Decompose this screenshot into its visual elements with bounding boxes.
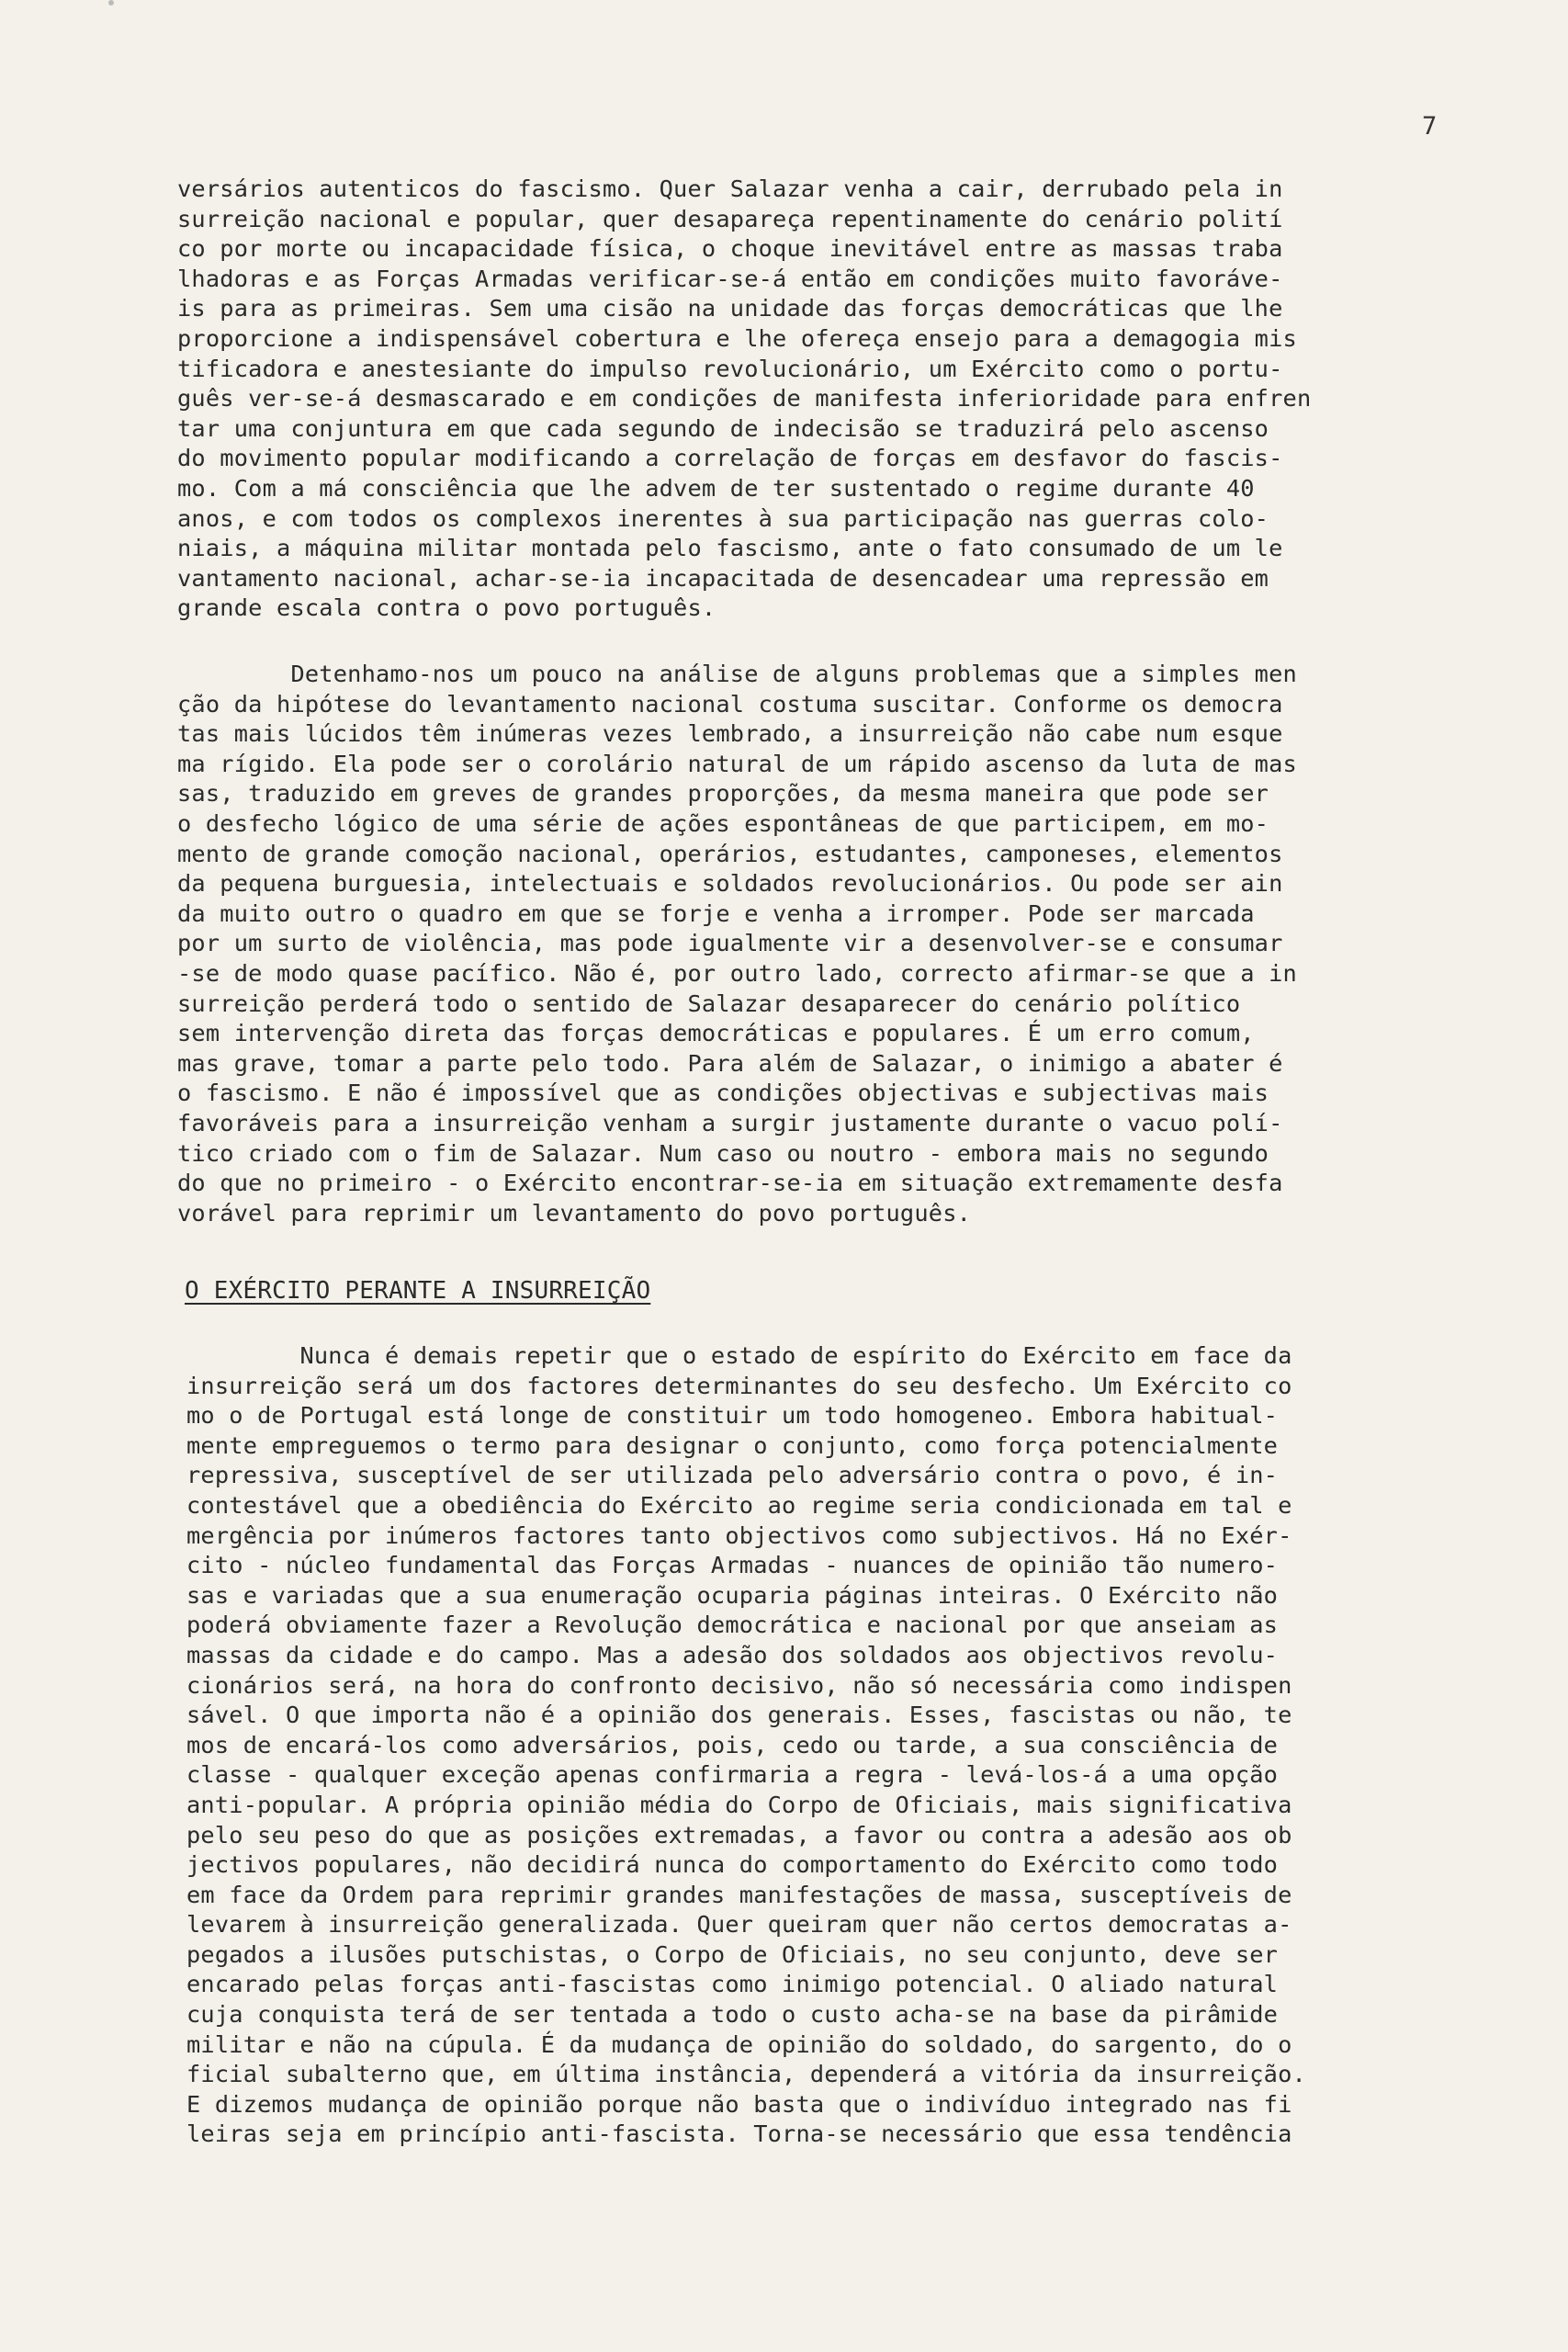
paper-mark <box>108 0 114 6</box>
text-line: cionários será, na hora do confronto decisivo, não só necessária como indispen <box>186 1671 1292 1699</box>
text-line: grande escala contra o povo português. <box>177 594 716 622</box>
text-line: anti-popular. A própria opinião média do Corpo de Oficiais, mais significativa <box>186 1791 1292 1818</box>
text-line: poderá obviamente fazer a Revolução democrática e nacional por que anseiam as <box>186 1611 1279 1639</box>
text-line: lhadoras e as Forças Armadas verificar-se-á então em condições muito favoráve- <box>177 265 1283 292</box>
text-line: mente empreguemos o termo para designar o conjunto, como força potencialmente <box>186 1431 1279 1459</box>
text-line: proporcione a indispensável cobertura e lhe ofereça ensejo para a demagogia mis <box>177 324 1297 352</box>
text-line: levarem à insurreição generalizada. Quer queiram quer não certos democratas a- <box>186 1911 1292 1939</box>
text-line: da pequena burguesia, intelectuais e soldados revolucionários. Ou pode ser ain <box>177 870 1283 898</box>
text-line: versários autenticos do fascismo. Quer Salazar venha a cair, derrubado pela in <box>177 175 1283 202</box>
text-line: sem intervenção direta das forças democráticas e populares. É um erro comum, <box>177 1020 1255 1047</box>
text-line: Nunca é demais repetir que o estado de espírito do Exército em face da <box>186 1342 1292 1369</box>
paragraph-2 <box>177 660 1471 1228</box>
text-line: jectivos populares, não decidirá nunca do comportamento do Exército como todo <box>186 1851 1279 1879</box>
text-line: encarado pelas forças anti-fascistas como inimigo potencial. O aliado natural <box>186 1971 1279 1998</box>
text-line: niais, a máquina militar montada pelo fascismo, ante o fato consumado de um le <box>177 535 1283 562</box>
text-line: ção da hipótese do levantamento nacional costuma suscitar. Conforme os democra <box>177 690 1283 718</box>
page-number: 7 <box>1422 112 1438 141</box>
text-line: mos de encará-los como adversários, pois, cedo ou tarde, a sua consciência de <box>186 1731 1279 1758</box>
text-line: tificadora e anestesiante do impulso revolucionário, um Exército como o portu- <box>177 355 1283 382</box>
text-line: anos, e com todos os complexos inerentes à sua participação nas guerras colo- <box>177 504 1269 532</box>
paragraph-3 <box>186 1341 1472 2150</box>
text-line: tico criado com o fim de Salazar. Num caso ou noutro - embora mais no segundo <box>177 1139 1269 1167</box>
text-line: guês ver-se-á desmascarado e em condições de manifesta inferioridade para enfren <box>177 385 1312 413</box>
text-line: mo. Com a má consciência que lhe advem de ter sustentado o regime durante 40 <box>177 474 1255 502</box>
text-line: sas e variadas que a sua enumeração ocuparia páginas inteiras. O Exército não <box>186 1581 1279 1609</box>
text-line: favoráveis para a insurreição venham a surgir justamente durante o vacuo polí- <box>177 1109 1283 1136</box>
text-line: leiras seja em princípio anti-fascista. Torna-se necessário que essa tendência <box>186 2120 1292 2148</box>
text-line: Detenhamo-nos um pouco na análise de alguns problemas que a simples men <box>177 661 1297 687</box>
text-line: do movimento popular modificando a correlação de forças em desfavor do fascis- <box>177 445 1283 472</box>
text-line: mergência por inúmeros factores tanto objectivos como subjectivos. Há no Exér- <box>186 1521 1292 1549</box>
section-heading: O EXÉRCITO PERANTE A INSURREIÇÃO <box>185 1277 651 1305</box>
text-line: da muito outro o quadro em que se forje e venha a irromper. Pode ser marcada <box>177 899 1255 927</box>
text-line: pelo seu peso do que as posições extremadas, a favor ou contra a adesão aos ob <box>186 1821 1292 1849</box>
text-line: militar e não na cúpula. É da mudança de opinião do soldado, do sargento, do o <box>186 2030 1292 2058</box>
text-line: classe - qualquer exceção apenas confirmaria a regra - levá-los-á a uma opção <box>186 1761 1279 1789</box>
text-line: cito - núcleo fundamental das Forças Armadas - nuances de opinião tão numero- <box>186 1552 1279 1579</box>
text-line: -se de modo quase pacífico. Não é, por outro lado, correcto afirmar-se que a in <box>177 959 1297 987</box>
text-line: sável. O que importa não é a opinião dos generais. Esses, fascistas ou não, te <box>186 1702 1292 1729</box>
text-line: do que no primeiro - o Exército encontrar-se-ia em situação extremamente desfa <box>177 1170 1283 1197</box>
text-line: vantamento nacional, achar-se-ia incapacitada de desencadear uma repressão em <box>177 564 1269 592</box>
text-line: sas, traduzido em greves de grandes proporções, da mesma maneira que pode ser <box>177 780 1269 808</box>
text-line: massas da cidade e do campo. Mas a adesão dos soldados aos objectivos revolu- <box>186 1641 1279 1668</box>
text-line: mo o de Portugal está longe de constituir um todo homogeneo. Embora habitual- <box>186 1402 1279 1430</box>
text-line: pegados a ilusões putschistas, o Corpo de Oficiais, no seu conjunto, deve ser <box>186 1940 1279 1968</box>
text-line: tas mais lúcidos têm inúmeras vezes lembrado, a insurreição não cabe num esque <box>177 720 1283 748</box>
text-line: ma rígido. Ela pode ser o corolário natural de um rápido ascenso da luta de mas <box>177 750 1297 777</box>
text-line: o desfecho lógico de uma série de ações espontâneas de que participem, em mo- <box>177 809 1269 837</box>
text-line: repressiva, susceptível de ser utilizada pelo adversário contra o povo, é in- <box>186 1462 1279 1489</box>
text-line: ficial subalterno que, em última instância, dependerá a vitória da insurreição. <box>186 2061 1306 2088</box>
text-line: vorável para reprimir um levantamento do povo português. <box>177 1199 972 1227</box>
text-line: E dizemos mudança de opinião porque não basta que o indivíduo integrado nas fi <box>186 2090 1292 2118</box>
text-line: por um surto de violência, mas pode igualmente vir a desenvolver-se e consumar <box>177 930 1283 957</box>
paragraph-1 <box>177 175 1471 624</box>
text-line: mas grave, tomar a parte pelo todo. Para além de Salazar, o inimigo a abater é <box>177 1049 1283 1077</box>
text-line: surreição nacional e popular, quer desapareça repentinamente do cenário polití <box>177 205 1283 232</box>
text-line: surreição perderá todo o sentido de Salazar desaparecer do cenário político <box>177 989 1241 1017</box>
text-line: insurreição será um dos factores determinantes do seu desfecho. Um Exército co <box>186 1372 1292 1399</box>
text-line: o fascismo. E não é impossível que as condições objectivas e subjectivas mais <box>177 1080 1269 1107</box>
text-line: contestável que a obediência do Exército ao regime seria condicionada em tal e <box>186 1491 1292 1519</box>
text-line: mento de grande comoção nacional, operários, estudantes, camponeses, elementos <box>177 840 1283 867</box>
text-line: em face da Ordem para reprimir grandes manifestações de massa, susceptíveis de <box>186 1881 1292 1908</box>
text-line: co por morte ou incapacidade física, o choque inevitável entre as massas traba <box>177 235 1283 263</box>
text-line: tar uma conjuntura em que cada segundo de indecisão se traduzirá pelo ascenso <box>177 414 1269 442</box>
text-line: is para as primeiras. Sem uma cisão na unidade das forças democráticas que lhe <box>177 295 1283 322</box>
text-line: cuja conquista terá de ser tentada a todo o custo acha-se na base da pirâmide <box>186 2001 1279 2029</box>
